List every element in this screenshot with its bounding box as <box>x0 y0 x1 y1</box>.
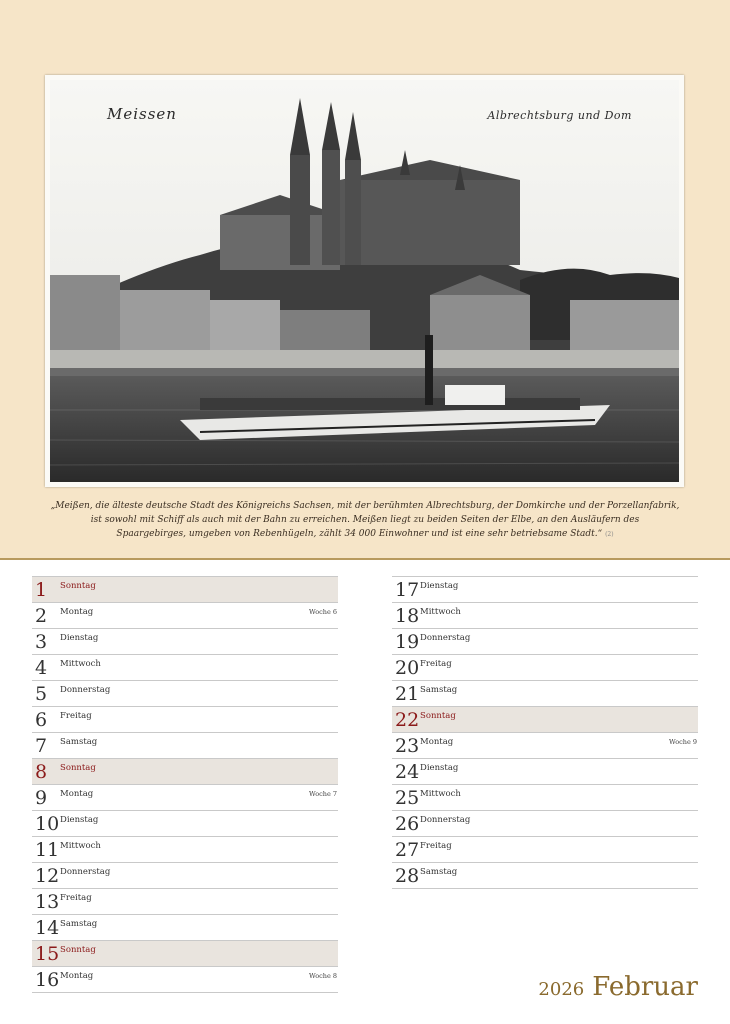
day-row <box>392 654 698 680</box>
weekday-label: Donnerstag <box>60 867 111 877</box>
day-row <box>392 680 698 706</box>
day-number: 1 <box>35 579 48 601</box>
weekday-label: Samstag <box>420 867 458 877</box>
weekday-label: Freitag <box>420 841 452 851</box>
day-number: 22 <box>395 709 420 731</box>
day-row <box>32 914 338 940</box>
day-number: 21 <box>395 683 420 705</box>
weekday-label: Donnerstag <box>420 633 471 643</box>
day-number: 12 <box>35 865 60 887</box>
day-number: 15 <box>35 943 60 965</box>
day-number: 25 <box>395 787 420 809</box>
weekday-label: Dienstag <box>420 763 459 773</box>
day-row <box>392 862 698 889</box>
weekday-label: Sonntag <box>60 945 96 955</box>
day-number: 4 <box>35 657 48 679</box>
photo-caption-right: Albrechtsburg und Dom <box>487 109 632 122</box>
day-row <box>32 862 338 888</box>
day-number: 18 <box>395 605 420 627</box>
day-number: 10 <box>35 813 60 835</box>
day-row <box>32 628 338 654</box>
day-row <box>32 706 338 732</box>
day-number: 27 <box>395 839 420 861</box>
week-label: Woche 7 <box>308 790 337 798</box>
weekday-label: Samstag <box>420 685 458 695</box>
day-number: 28 <box>395 865 420 887</box>
weekday-label: Dienstag <box>420 581 459 591</box>
day-row <box>32 836 338 862</box>
day-number: 26 <box>395 813 420 835</box>
day-number: 2 <box>35 605 48 627</box>
day-row <box>32 576 338 602</box>
day-list-left <box>32 576 338 993</box>
day-row <box>32 758 338 784</box>
weekday-label: Sonntag <box>60 581 96 591</box>
weekday-label: Mittwoch <box>60 841 101 851</box>
month-title <box>538 972 698 1002</box>
day-number: 7 <box>35 735 48 757</box>
weekday-label: Montag <box>420 737 454 747</box>
day-row <box>32 602 338 628</box>
day-number: 19 <box>395 631 420 653</box>
historic-photo <box>45 75 684 487</box>
meissen-photo-illustration <box>50 80 679 482</box>
week-label: Woche 8 <box>308 972 337 980</box>
weekday-label: Freitag <box>60 893 92 903</box>
quote-line-3 <box>40 527 690 542</box>
day-row <box>32 654 338 680</box>
day-row <box>32 732 338 758</box>
day-number: 14 <box>35 917 60 939</box>
quote-text <box>40 499 690 542</box>
weekday-label: Montag <box>60 607 94 617</box>
weekday-label: Sonntag <box>60 763 96 773</box>
day-row <box>392 836 698 862</box>
day-number: 23 <box>395 735 420 757</box>
quote-reference: (2) <box>605 531 614 538</box>
weekday-label: Freitag <box>60 711 92 721</box>
day-number: 16 <box>35 969 60 991</box>
quote-line-2: ist sowohl mit Schiff als auch mit der Bahn zu erreichen. Meißen liegt zu beiden Seiten der Elbe, an den Ausläufern des <box>90 515 640 525</box>
month-label: Februar <box>592 972 698 1002</box>
day-number: 5 <box>35 683 48 705</box>
weekday-label: Montag <box>60 971 94 981</box>
day-row <box>392 758 698 784</box>
day-row <box>392 576 698 602</box>
weekday-label: Montag <box>60 789 94 799</box>
day-number: 13 <box>35 891 60 913</box>
weekday-label: Mittwoch <box>60 659 101 669</box>
day-row <box>32 784 338 810</box>
day-row <box>32 680 338 706</box>
day-number: 20 <box>395 657 420 679</box>
day-number: 24 <box>395 761 420 783</box>
day-number: 8 <box>35 761 48 783</box>
day-row <box>392 810 698 836</box>
weekday-label: Mittwoch <box>420 789 461 799</box>
weekday-label: Sonntag <box>420 711 456 721</box>
photo-caption-left: Meissen <box>107 105 177 123</box>
weekday-label: Mittwoch <box>420 607 461 617</box>
quote-line-1: „Meißen, die älteste deutsche Stadt des Königreichs Sachsen, mit der berühmten Albrechtsburg, der Domkirche und der Porzellanfabrik, <box>50 501 680 511</box>
day-number: 11 <box>35 839 60 861</box>
day-number: 9 <box>35 787 48 809</box>
year-label: 2026 <box>538 979 585 1000</box>
day-number: 17 <box>395 579 420 601</box>
day-row <box>32 810 338 836</box>
weekday-label: Dienstag <box>60 633 99 643</box>
day-row <box>392 602 698 628</box>
quote-line-3-text: Spaargebirges, umgeben von Rebenhügeln, zählt 34 000 Einwohner und ist eine sehr betriebsame Stadt.“ <box>116 529 603 539</box>
week-label: Woche 6 <box>308 608 337 616</box>
day-row <box>392 706 698 732</box>
day-row <box>32 966 338 993</box>
weekday-label: Samstag <box>60 737 98 747</box>
weekday-label: Freitag <box>420 659 452 669</box>
week-label: Woche 9 <box>668 738 697 746</box>
day-row <box>392 784 698 810</box>
day-row <box>392 732 698 758</box>
day-number: 3 <box>35 631 48 653</box>
day-row <box>32 888 338 914</box>
weekday-label: Donnerstag <box>420 815 471 825</box>
weekday-label: Samstag <box>60 919 98 929</box>
weekday-label: Dienstag <box>60 815 99 825</box>
weekday-label: Donnerstag <box>60 685 111 695</box>
day-row <box>32 940 338 966</box>
day-list-right <box>392 576 698 889</box>
day-row <box>392 628 698 654</box>
day-number: 6 <box>35 709 48 731</box>
